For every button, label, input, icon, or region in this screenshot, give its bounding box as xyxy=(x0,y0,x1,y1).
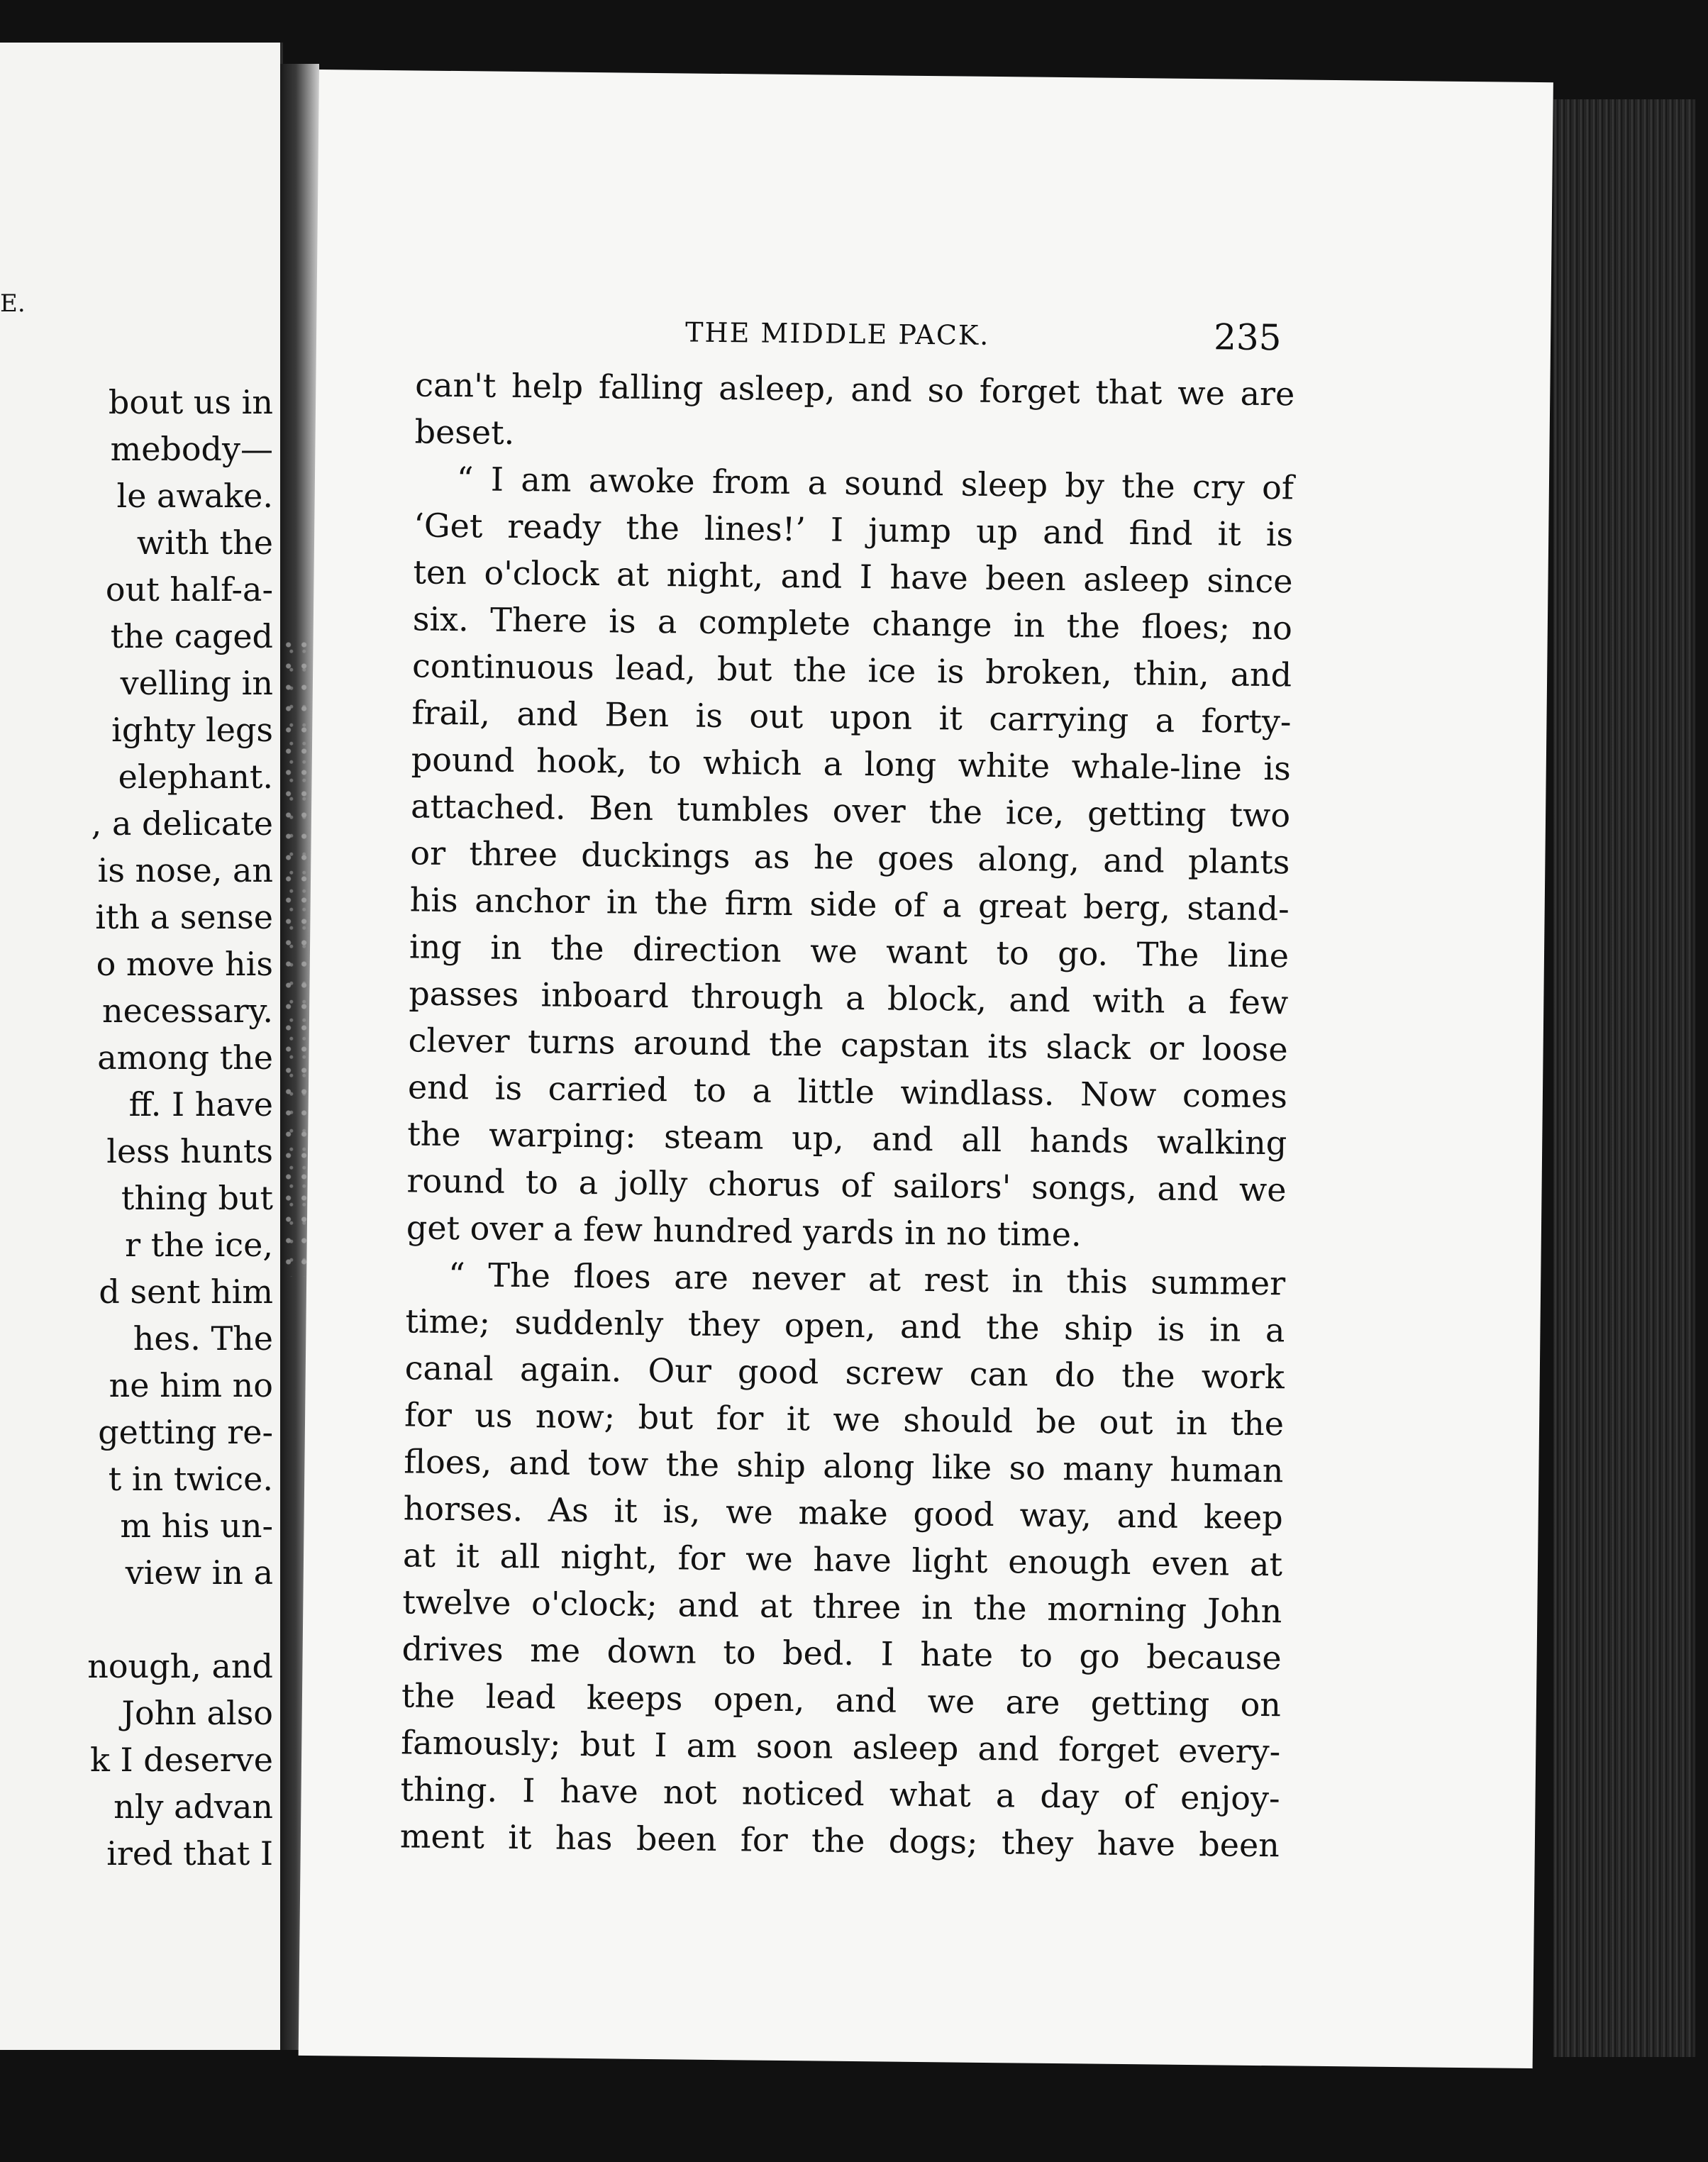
left-text-line: ired that I xyxy=(106,1834,273,1873)
left-running-head: E. xyxy=(0,289,26,318)
text-line: the warping: steam up, and all hands walking xyxy=(407,1114,1287,1163)
text-line: famously; but I am soon asleep and forget every- xyxy=(401,1723,1281,1771)
text-line: six. There is a complete change in the floes; no xyxy=(412,599,1293,648)
text-line: drives me down to bed. I hate to go because xyxy=(401,1629,1282,1678)
text-line: round to a jolly chorus of sailors' songs, and we xyxy=(406,1161,1287,1209)
left-text-line: with the xyxy=(136,523,273,562)
text-line: for us now; but for it we should be out in the xyxy=(404,1395,1285,1443)
text-line: frail, and Ben is out upon it carrying a forty- xyxy=(411,693,1292,741)
text-line: “ I am awoke from a sound sleep by the cry of xyxy=(456,460,1294,507)
left-text-line: getting re- xyxy=(98,1413,273,1451)
text-line: his anchor in the firm side of a great berg, stand- xyxy=(409,880,1290,928)
left-text-line: ith a sense xyxy=(95,898,273,936)
text-line: ‘Get ready the lines!’ I jump up and find it is xyxy=(413,506,1294,554)
left-text-line: John also xyxy=(121,1694,273,1732)
text-line: at it all night, for we have light enough even at xyxy=(402,1536,1283,1584)
text-line: pound hook, to which a long white whale-line is xyxy=(411,740,1292,788)
text-line: thing. I have not noticed what a day of enjoy- xyxy=(400,1770,1280,1818)
left-text-line: velling in xyxy=(120,664,273,702)
text-line: the lead keeps open, and we are getting on xyxy=(401,1676,1282,1724)
left-text-line: nly advan xyxy=(113,1787,273,1826)
page-edges xyxy=(1553,99,1695,2057)
left-text-line: nough, and xyxy=(87,1647,273,1685)
left-text-line: the caged xyxy=(110,617,273,655)
left-page-text xyxy=(0,379,273,1877)
left-text-line: mebody— xyxy=(110,430,273,468)
left-text-line: ighty legs xyxy=(111,711,273,749)
left-text-line: t in twice. xyxy=(108,1460,273,1498)
text-line: continuous lead, but the ice is broken, thin, and xyxy=(411,646,1292,694)
page-header xyxy=(316,307,1509,362)
left-text-line: among the xyxy=(97,1038,273,1077)
left-text-line: hes. The xyxy=(133,1319,273,1358)
left-text-line: r the ice, xyxy=(125,1226,273,1264)
left-text-line: k I deserve xyxy=(90,1741,273,1779)
running-head: THE MIDDLE PACK. xyxy=(684,316,990,351)
left-text-line: o move his xyxy=(96,945,273,983)
text-line: clever turns around the capstan its slack or loose xyxy=(408,1021,1288,1069)
text-line: or three duckings as he goes along, and plants xyxy=(410,833,1290,882)
left-text-line xyxy=(0,1596,273,1643)
text-line: get over a few hundred yards in no time. xyxy=(406,1208,1082,1254)
left-text-line: necessary. xyxy=(102,992,273,1030)
left-text-line: is nose, an xyxy=(97,851,273,889)
page-number: 235 xyxy=(1213,316,1282,359)
text-line: canal again. Our good screw can do the work xyxy=(404,1348,1285,1397)
left-text-line: view in a xyxy=(125,1553,273,1592)
left-text-line: m his un- xyxy=(120,1507,273,1545)
left-text-line: less hunts xyxy=(106,1132,273,1170)
left-text-line: out half-a- xyxy=(105,570,273,609)
text-line: “ The floes are never at rest in this summer xyxy=(448,1255,1286,1303)
left-page xyxy=(0,43,283,2050)
left-text-line: le awake. xyxy=(116,477,273,515)
left-text-line: ne him no xyxy=(109,1366,273,1404)
text-line: floes, and tow the ship along like so many human xyxy=(404,1442,1284,1490)
text-line: ten o'clock at night, and I have been asleep since xyxy=(413,553,1293,601)
text-line: can't help falling asleep, and so forget that we are xyxy=(415,365,1295,414)
left-text-line: d sent him xyxy=(99,1273,273,1311)
text-line: beset. xyxy=(414,412,515,452)
body-text xyxy=(400,361,1295,1868)
text-line: twelve o'clock; and at three in the morning John xyxy=(402,1582,1282,1631)
text-line: ment it has been for the dogs; they have been xyxy=(399,1817,1280,1865)
left-text-line: , a delicate xyxy=(91,804,273,843)
left-text-line: elephant. xyxy=(118,758,273,796)
text-line: horses. As it is, we make good way, and keep xyxy=(403,1489,1283,1537)
text-line: attached. Ben tumbles over the ice, getting two xyxy=(410,787,1291,835)
left-text-line: ff. I have xyxy=(128,1085,273,1124)
text-line: time; suddenly they open, and the ship is in a xyxy=(405,1302,1285,1350)
text-line: passes inboard through a block, and with a few xyxy=(409,974,1289,1022)
text-line: ing in the direction we want to go. The line xyxy=(409,927,1290,975)
text-line: end is carried to a little windlass. Now comes xyxy=(407,1068,1288,1116)
right-page xyxy=(299,70,1553,2068)
left-text-line: thing but xyxy=(121,1179,273,1217)
left-text-line: bout us in xyxy=(108,383,273,421)
